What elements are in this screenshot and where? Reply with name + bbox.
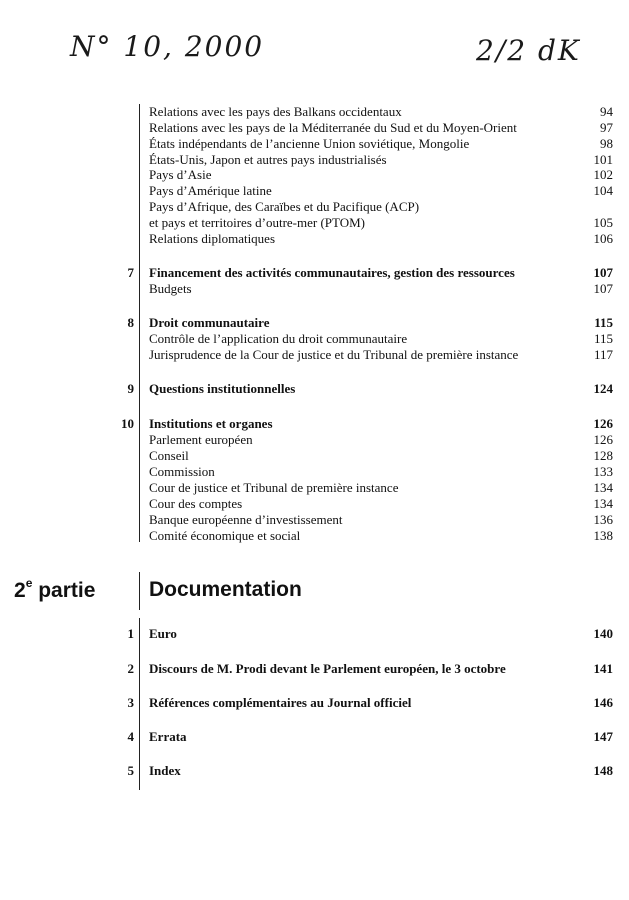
toc-entry-title: Questions institutionnelles	[149, 381, 296, 396]
toc-entry-row	[149, 167, 613, 183]
toc-entry-page: 98	[600, 136, 613, 151]
toc-entry-page: 128	[593, 448, 613, 463]
toc-entry-title: Commission	[149, 464, 215, 479]
toc-entry-row	[149, 199, 613, 215]
toc-section-row	[149, 265, 613, 281]
toc-entry-row	[149, 347, 613, 363]
toc-entry-row	[149, 432, 613, 448]
toc-entry-row	[149, 448, 613, 464]
toc-entry-title: et pays et territoires d’outre-mer (PTOM)	[149, 215, 365, 230]
toc-section-row	[149, 416, 613, 432]
toc-entry-row	[149, 496, 613, 512]
toc-entry-page: 136	[593, 512, 613, 527]
toc-entry-page: 102	[593, 167, 613, 182]
toc-entry-row	[149, 281, 613, 297]
toc-entry-page: 97	[600, 120, 613, 135]
toc-section-row	[149, 381, 613, 397]
toc-section-row	[149, 661, 613, 677]
toc-entry-page: 140	[593, 626, 613, 641]
toc-entry-page: 133	[593, 464, 613, 479]
toc-entry-row	[149, 231, 613, 247]
toc-entry-title: Relations avec les pays des Balkans occidentaux	[149, 104, 402, 119]
toc-entry-row	[149, 528, 613, 544]
toc-entry-title: États indépendants de l’ancienne Union soviétique, Mongolie	[149, 136, 470, 151]
section-number: 1	[127, 626, 134, 641]
toc-entry-page: 141	[593, 661, 613, 676]
toc-entry-page: 126	[593, 416, 613, 431]
toc-entry-title: Parlement européen	[149, 432, 253, 447]
toc-entry-page: 117	[593, 347, 613, 362]
toc-entry-row	[149, 120, 613, 136]
toc-entry-page: 134	[593, 480, 613, 495]
toc-entry-title: Discours de M. Prodi devant le Parlement européen, le 3 octobre	[149, 661, 506, 676]
toc-divider-part1	[139, 104, 140, 542]
toc-entry-title: Jurisprudence de la Cour de justice et du Tribunal de première instance	[149, 347, 519, 362]
section-number: 4	[127, 729, 134, 744]
toc-entry-row	[149, 152, 613, 168]
toc-entry-page: 115	[593, 331, 613, 346]
toc-entry-page: 138	[593, 528, 613, 543]
toc-divider-part2	[139, 618, 140, 790]
toc-entry-row	[149, 512, 613, 528]
toc-entry-page: 148	[593, 763, 613, 778]
toc-entry-page: 126	[593, 432, 613, 447]
toc-section-row	[149, 695, 613, 711]
section-number: 8	[127, 315, 134, 330]
toc-entry-row	[149, 480, 613, 496]
toc-entry-page: 106	[593, 231, 613, 246]
toc-entry-page: 107	[593, 265, 613, 280]
toc-entry-page: 124	[593, 381, 613, 396]
handwritten-issue-number: N° 10, 2000	[70, 30, 265, 63]
toc-entry-title: Index	[149, 763, 181, 778]
toc-section-row	[149, 626, 613, 642]
toc-entry-title: Pays d’Amérique latine	[149, 183, 272, 198]
section-number: 7	[127, 265, 134, 280]
toc-entry-page: 94	[600, 104, 613, 119]
toc-entry-title: Relations diplomatiques	[149, 231, 276, 246]
toc-entry-title: Contrôle de l’application du droit communautaire	[149, 331, 408, 346]
toc-section-row	[149, 315, 613, 331]
toc-entry-row	[149, 215, 613, 231]
toc-entry-row	[149, 136, 613, 152]
toc-entry-page: 105	[593, 215, 613, 230]
section-number: 3	[127, 695, 134, 710]
toc-entry-page: 104	[593, 183, 613, 198]
toc-entry-title: Institutions et organes	[149, 416, 273, 431]
toc-entry-title: Relations avec les pays de la Méditerranée du Sud et du Moyen-Orient	[149, 120, 517, 135]
toc-entry-title: Errata	[149, 729, 187, 744]
toc-divider-part2-header	[139, 572, 140, 610]
toc-entry-page: 146	[593, 695, 613, 710]
toc-entry-page: 147	[593, 729, 613, 744]
toc-entry-title: Banque européenne d’investissement	[149, 512, 343, 527]
toc-section-row	[149, 729, 613, 745]
toc-section-row	[149, 763, 613, 779]
toc-entry-title: Cour de justice et Tribunal de première instance	[149, 480, 399, 495]
toc-entry-title: Références complémentaires au Journal officiel	[149, 695, 412, 710]
part-label: 2e partie	[14, 576, 96, 602]
section-number: 5	[127, 763, 134, 778]
toc-entry-title: Pays d’Asie	[149, 167, 212, 182]
toc-entry-title: Euro	[149, 626, 177, 641]
toc-entry-title: Droit communautaire	[149, 315, 270, 330]
section-number: 10	[121, 416, 134, 431]
toc-entry-title: Budgets	[149, 281, 192, 296]
toc-entry-page: 107	[593, 281, 613, 296]
toc-entry-page: 134	[593, 496, 613, 511]
part-title: Documentation	[149, 578, 302, 601]
section-number: 2	[127, 661, 134, 676]
toc-entry-title: Comité économique et social	[149, 528, 301, 543]
handwritten-page-mark: 2/2 dK	[476, 34, 581, 67]
toc-entry-row	[149, 464, 613, 480]
toc-entry-title: États-Unis, Japon et autres pays industrialisés	[149, 152, 387, 167]
toc-entry-page: 101	[593, 152, 613, 167]
toc-entry-page: 115	[594, 315, 613, 330]
toc-entry-row	[149, 183, 613, 199]
toc-entry-title: Financement des activités communautaires, gestion des ressources	[149, 265, 515, 280]
section-number: 9	[127, 381, 134, 396]
toc-entry-row	[149, 331, 613, 347]
toc-entry-title: Conseil	[149, 448, 189, 463]
toc-entry-row	[149, 104, 613, 120]
toc-entry-title: Pays d’Afrique, des Caraïbes et du Pacifique (ACP)	[149, 199, 420, 214]
toc-entry-title: Cour des comptes	[149, 496, 243, 511]
